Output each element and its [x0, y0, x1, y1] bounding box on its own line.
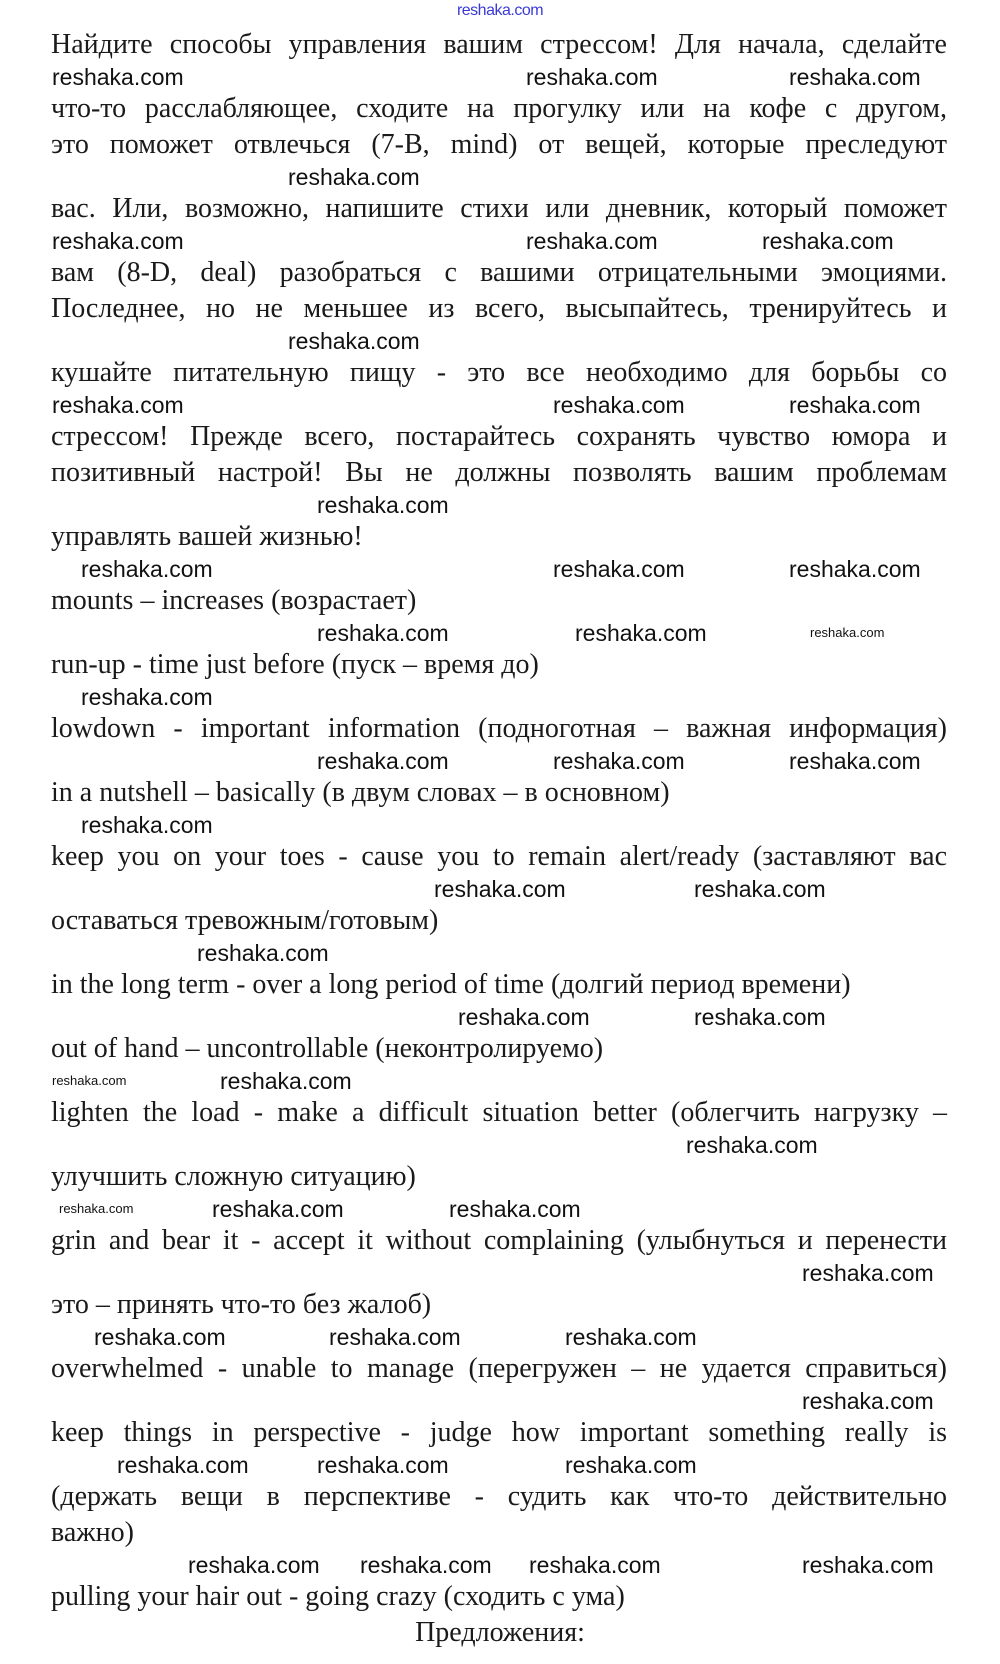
- watermark: reshaka.com: [317, 492, 449, 518]
- watermark: reshaka.com: [220, 1068, 352, 1094]
- watermark: reshaka.com: [789, 392, 921, 418]
- watermark: reshaka.com: [789, 64, 921, 90]
- watermark: reshaka.com: [317, 748, 449, 774]
- watermark: reshaka.com: [52, 392, 184, 418]
- watermark: reshaka.com: [81, 684, 213, 710]
- watermark: reshaka.com: [52, 228, 184, 254]
- vocab-entry: overwhelmed - unable to manage (перегружен – не удается справиться): [51, 1353, 947, 1384]
- vocab-entry: run-up - time just before (пуск – время до): [51, 649, 539, 680]
- vocab-entry: lowdown - important information (подноготная – важная информация): [51, 713, 947, 744]
- paragraph-line: вам (8-D, deal) разобраться с вашими отрицательными эмоциями.: [51, 257, 947, 288]
- vocab-entry: mounts – increases (возрастает): [51, 585, 417, 616]
- watermark: reshaka.com: [212, 1196, 344, 1222]
- vocab-entry: grin and bear it - accept it without complaining (улыбнуться и перенести: [51, 1225, 947, 1256]
- vocab-entry-cont: важно): [51, 1517, 134, 1548]
- watermark: reshaka.com: [329, 1324, 461, 1350]
- watermark: reshaka.com: [789, 748, 921, 774]
- vocab-entry: keep things in perspective - judge how important something really is: [51, 1417, 947, 1448]
- watermark: reshaka.com: [81, 556, 213, 582]
- watermark: reshaka.com: [553, 748, 685, 774]
- watermark: reshaka.com: [526, 228, 658, 254]
- watermark: reshaka.com: [117, 1452, 249, 1478]
- watermark: reshaka.com: [553, 556, 685, 582]
- watermark: reshaka.com: [553, 392, 685, 418]
- paragraph-line: Последнее, но не меньшее из всего, высыпайтесь, тренируйтесь и: [51, 293, 947, 324]
- watermark: reshaka.com: [686, 1132, 818, 1158]
- vocab-entry-cont: это – принять что-то без жалоб): [51, 1289, 432, 1320]
- watermark: reshaka.com: [789, 556, 921, 582]
- paragraph-line: позитивный настрой! Вы не должны позволять вашим проблемам: [51, 457, 947, 488]
- paragraph-line: стрессом! Прежде всего, постарайтесь сохранять чувство юмора и: [51, 421, 947, 452]
- watermark: reshaka.com: [59, 1201, 134, 1216]
- watermark: reshaka.com: [317, 620, 449, 646]
- watermark: reshaka.com: [317, 1452, 449, 1478]
- paragraph-line: Найдите способы управления вашим стрессом! Для начала, сделайте: [51, 29, 947, 60]
- vocab-entry: pulling your hair out - going crazy (сходить с ума): [51, 1581, 625, 1612]
- watermark-header: reshaka.com: [456, 2, 544, 19]
- watermark: reshaka.com: [288, 164, 420, 190]
- vocab-entry-cont: (держать вещи в перспективе - судить как что-то действительно: [51, 1481, 947, 1512]
- watermark: reshaka.com: [81, 812, 213, 838]
- watermark: reshaka.com: [762, 228, 894, 254]
- watermark: reshaka.com: [575, 620, 707, 646]
- watermark: reshaka.com: [449, 1196, 581, 1222]
- watermark: reshaka.com: [52, 1073, 127, 1088]
- paragraph-line: управлять вашей жизнью!: [51, 521, 363, 552]
- paragraph-line: кушайте питательную пищу - это все необходимо для борьбы со: [51, 357, 947, 388]
- watermark: reshaka.com: [565, 1324, 697, 1350]
- paragraph-line: что-то расслабляющее, сходите на прогулку или на кофе с другом,: [51, 93, 947, 124]
- watermark: reshaka.com: [52, 64, 184, 90]
- section-heading: Предложения:: [415, 1617, 585, 1648]
- vocab-entry: in a nutshell – basically (в двум словах – в основном): [51, 777, 670, 808]
- paragraph-line: это поможет отвлечься (7-B, mind) от вещей, которые преследуют: [51, 129, 947, 160]
- watermark: reshaka.com: [529, 1552, 661, 1578]
- vocab-entry: keep you on your toes - cause you to remain alert/ready (заставляют вас: [51, 841, 947, 872]
- watermark: reshaka.com: [810, 625, 885, 640]
- watermark: reshaka.com: [360, 1552, 492, 1578]
- watermark: reshaka.com: [94, 1324, 226, 1350]
- watermark: reshaka.com: [197, 940, 329, 966]
- watermark: reshaka.com: [434, 876, 566, 902]
- watermark: reshaka.com: [565, 1452, 697, 1478]
- watermark: reshaka.com: [288, 328, 420, 354]
- watermark: reshaka.com: [188, 1552, 320, 1578]
- watermark: reshaka.com: [694, 1004, 826, 1030]
- vocab-entry: out of hand – uncontrollable (неконтролируемо): [51, 1033, 604, 1064]
- watermark: reshaka.com: [694, 876, 826, 902]
- vocab-entry: lighten the load - make a difficult situation better (облегчить нагрузку –: [51, 1097, 947, 1128]
- watermark: reshaka.com: [802, 1388, 934, 1414]
- vocab-entry: in the long term - over a long period of time (долгий период времени): [51, 969, 851, 1000]
- vocab-entry-cont: улучшить сложную ситуацию): [51, 1161, 416, 1192]
- watermark: reshaka.com: [802, 1260, 934, 1286]
- watermark: reshaka.com: [458, 1004, 590, 1030]
- watermark: reshaka.com: [802, 1552, 934, 1578]
- paragraph-line: вас. Или, возможно, напишите стихи или дневник, который поможет: [51, 193, 947, 224]
- watermark: reshaka.com: [526, 64, 658, 90]
- vocab-entry-cont: оставаться тревожным/готовым): [51, 905, 439, 936]
